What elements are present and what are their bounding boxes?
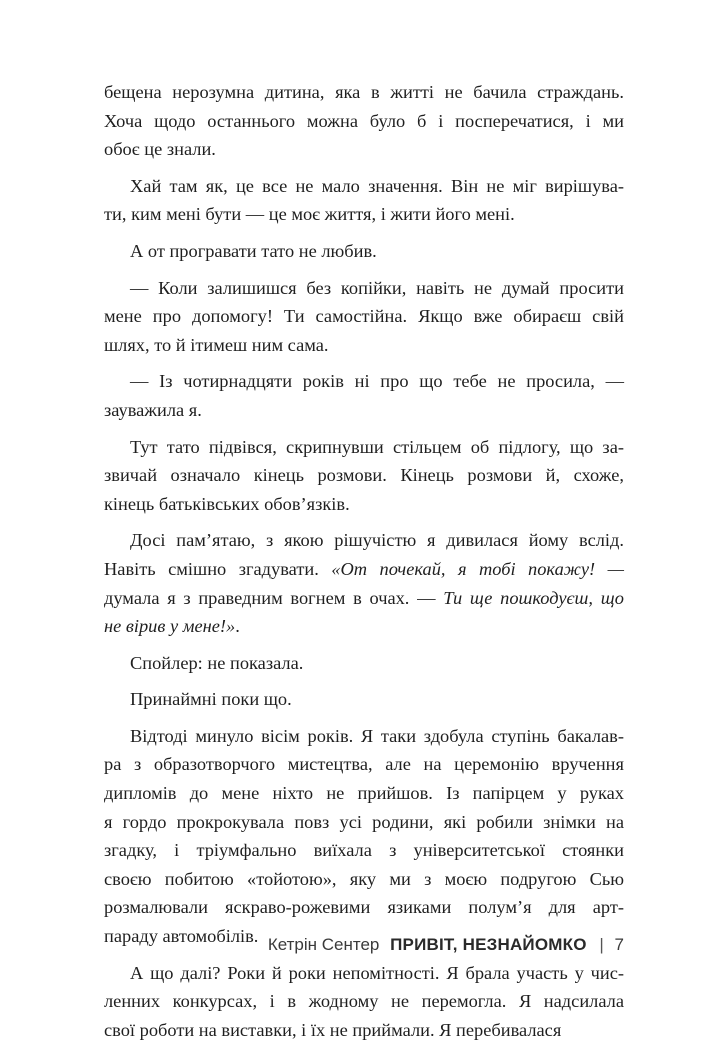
text-line: бещена нерозумна дитина, яка в житті не бачила страждань.: [104, 82, 624, 102]
text-line: мене про допомогу! Ти самостійна. Якщо вже обираєш свій: [104, 306, 624, 327]
page-number: 7: [614, 935, 624, 954]
text-line: А що далі? Роки й роки непомітності. Я брала участь у чис-: [130, 962, 624, 983]
paragraph: [104, 172, 624, 229]
paragraph: [104, 237, 624, 266]
text-line: дипломів до мене ніхто не прийшов. Із папірцем у руках: [104, 783, 624, 804]
paragraph-spacing: [104, 641, 624, 649]
text-line: Досі пам’ятаю, з якою рішучістю я дивилася йому вслід.: [130, 530, 624, 551]
paragraph: [104, 274, 624, 360]
text-line: Хоча щодо останнього можна було б і посперечатися, і ми: [104, 110, 624, 131]
text-line: думала я з праведним вогнем в очах. — Ти ще пошкодуєш, що: [104, 587, 624, 608]
paragraph-spacing: [104, 229, 624, 237]
text-line: — Коли залишишся без копійки, навіть не думай просити: [130, 277, 624, 298]
paragraph: [104, 959, 624, 1044]
paragraph: [104, 722, 624, 951]
paragraph: [104, 685, 624, 714]
text-line: Спойлер: не показала.: [130, 652, 304, 673]
paragraph-spacing: [104, 425, 624, 433]
text-line: — Із чотирнадцяти років ні про що тебе не просила, —: [130, 371, 624, 392]
footer-author: Кетрін Сентер: [267, 935, 380, 954]
body-text: [104, 78, 624, 1044]
text-line: свої роботи на виставки, і їх не приймали. Я перебивалася: [104, 1019, 562, 1040]
text-line: Навіть смішно згадувати. «От почекай, я тобі покажу! —: [104, 558, 624, 579]
paragraph: [104, 649, 624, 678]
text-line: звичай означало кінець розмови. Кінець розмови й, схоже,: [104, 465, 624, 486]
text-line: ра з образотворчого мистецтва, але на церемонію вручення: [104, 754, 624, 775]
footer-book-title: ПРИВІТ, НЕЗНАЙОМКО: [390, 935, 587, 954]
text-line: параду автомобілів.: [104, 926, 259, 947]
paragraph-spacing: [104, 359, 624, 367]
paragraph-spacing: [104, 164, 624, 172]
paragraph: [104, 367, 624, 424]
paragraph-spacing: [104, 677, 624, 685]
paragraph: [104, 526, 624, 640]
running-footer: [268, 935, 624, 955]
text-line: згадку, і тріумфально виїхала з університетської стоянки: [104, 840, 624, 861]
footer-separator: |: [599, 935, 604, 954]
text-line: шлях, то й ітимеш ним сама.: [104, 334, 329, 355]
text-line: ти, ким мені бути — це моє життя, і жити його мені.: [104, 204, 515, 225]
paragraph-spacing: [104, 518, 624, 526]
text-line: А от програвати тато не любив.: [130, 240, 377, 261]
text-line: Тут тато підвівся, скрипнувши стільцем об підлогу, що за-: [130, 436, 624, 457]
text-line: не вірив у мене!».: [104, 616, 240, 637]
text-line: своєю побитою «тойотою», яку ми з моєю подругою Сью: [104, 868, 624, 889]
paragraph-spacing: [104, 714, 624, 722]
text-line: я гордо прокрокувала повз усі родини, які робили знімки на: [104, 811, 624, 832]
paragraph-spacing: [104, 266, 624, 274]
paragraph: [104, 78, 624, 164]
text-line: Принаймні поки що.: [130, 689, 292, 710]
text-line: зауважила я.: [104, 399, 202, 420]
paragraph: [104, 433, 624, 519]
text-line: ленних конкурсах, і в жодному не перемогла. Я надсилала: [104, 991, 624, 1012]
text-line: розмалювали яскраво-рожевими язиками полум’я для арт-: [104, 897, 624, 918]
text-line: Хай там як, це все не мало значення. Він не міг вирішува-: [130, 175, 624, 196]
text-line: кінець батьківських обов’язків.: [104, 493, 350, 514]
text-line: Відтоді минуло вісім років. Я таки здобула ступінь бакалав-: [130, 725, 624, 746]
text-line: обоє це знали.: [104, 139, 216, 160]
